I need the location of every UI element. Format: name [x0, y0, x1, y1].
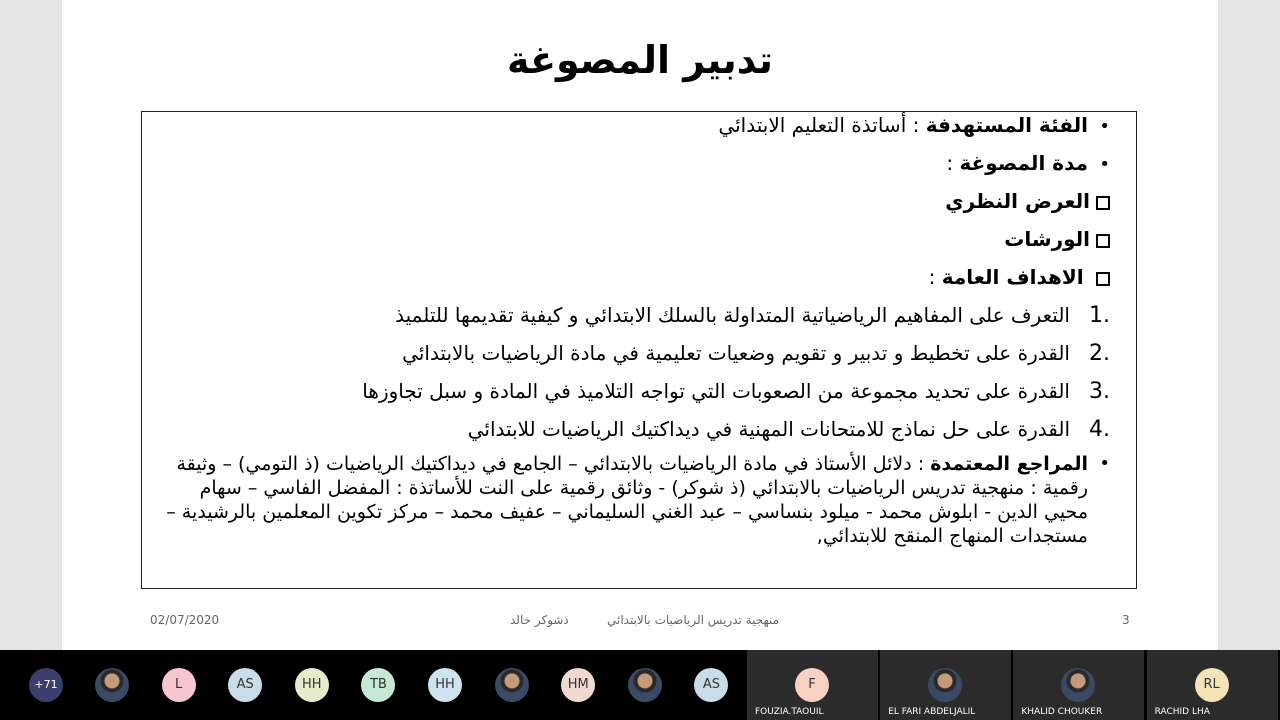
more-participants-button[interactable]: +71	[29, 668, 63, 702]
slide-title: تدبير المصوغة	[507, 38, 773, 82]
checkbox-icon	[1096, 234, 1110, 248]
checkbox-label: الاهداف العامة	[941, 265, 1084, 289]
checkbox-icon	[1096, 196, 1110, 210]
references-label: المراجع المعتمدة	[930, 453, 1088, 475]
participant-avatar[interactable]: AS	[228, 668, 262, 702]
participant-photo-avatar[interactable]	[95, 668, 129, 702]
footer-author: ذشوكر خالد	[510, 613, 569, 627]
bullet-text: :	[946, 151, 960, 175]
goal-item	[162, 376, 1110, 414]
goal-text: القدرة على تحديد مجموعة من الصعوبات التي تواجه التلاميذ في المادة و سبل تجاوزها	[362, 379, 1070, 403]
participant-photo-avatar[interactable]	[628, 668, 662, 702]
participant-avatar: RL	[1195, 668, 1229, 702]
checkbox-item-workshops	[162, 224, 1110, 262]
participant-avatar[interactable]: AS	[694, 668, 728, 702]
bullet-target-group	[162, 112, 1110, 148]
slide-content-box	[141, 111, 1137, 589]
participant-avatar[interactable]: L	[162, 668, 196, 702]
goal-number: .3	[1089, 379, 1110, 404]
participant-name: KHALID CHOUKER	[1021, 707, 1103, 717]
goal-number: .1	[1089, 303, 1110, 328]
bullet-dot-icon: •	[1099, 154, 1110, 175]
goal-text: القدرة على حل نماذج للامتحانات المهنية في ديداكتيك الرياضيات للابتدائي	[467, 417, 1070, 441]
participant-avatar[interactable]: HH	[295, 668, 329, 702]
participant-avatar[interactable]: HH	[428, 668, 462, 702]
bullet-label: مدة المصوغة	[959, 151, 1088, 175]
bullet-text: : أساتذة التعليم الابتدائي	[718, 113, 926, 137]
bullet-label: الفئة المستهدفة	[925, 113, 1088, 137]
participant-avatar[interactable]: TB	[361, 668, 395, 702]
goal-item	[162, 414, 1110, 452]
footer-date: 02/07/2020	[150, 613, 220, 627]
goal-item	[162, 300, 1110, 338]
goal-text: القدرة على تخطيط و تدبير و تقويم وضعيات تعليمية في مادة الرياضيات بالابتدائي	[402, 341, 1070, 365]
participant-avatar[interactable]: HM	[561, 668, 595, 702]
goal-text: التعرف على المفاهيم الرياضياتية المتداولة بالسلك الابتدائي و كيفية تقديمها للتلميذ	[395, 303, 1070, 327]
participant-photo-avatar[interactable]	[495, 668, 529, 702]
references-bullet	[162, 452, 1110, 548]
checkbox-item-goals	[162, 262, 1110, 300]
participant-avatar: F	[795, 668, 829, 702]
checkbox-text: :	[928, 265, 942, 289]
footer-page-number: 3	[1122, 613, 1130, 627]
participant-video-tile[interactable]	[880, 650, 1011, 720]
bullet-dot-icon: •	[1099, 116, 1110, 137]
participant-name: RACHID LHA	[1154, 707, 1210, 717]
checkbox-icon	[1096, 272, 1110, 286]
participant-video-tile[interactable]	[1013, 650, 1144, 720]
participant-avatar	[1061, 668, 1095, 702]
bullet-duration	[162, 148, 1110, 186]
participant-avatar	[928, 668, 962, 702]
checkbox-item-theory	[162, 186, 1110, 224]
checkbox-label: العرض النظري	[945, 189, 1090, 213]
references-text: : دلائل الأستاذ في مادة الرياضيات بالابتدائي – الجامع في ديداكتيك الرياضيات (ذ التومي) – وثيقة رقمية : منهجية تدريس الرياضيات بالابتدائي (ذ شوكر) - وثائق رقمية على النت للأساتذة : المفضل الفاسي – سهام محيي الدين - ابلوش محمد - ميلود بنساسي – عبد الغني السليماني – عفيف محمد – مركز تكوين المعلمين بالرشيدية – مستجدات المنهاج المنقح للابتدائي,	[166, 453, 1088, 547]
goal-number: .4	[1089, 417, 1110, 442]
participant-name: FOUZIA.TAOUIL	[755, 707, 824, 717]
presentation-slide	[62, 0, 1218, 650]
bullet-dot-icon: •	[1099, 453, 1110, 474]
goal-number: .2	[1089, 341, 1110, 366]
participants-tray	[0, 650, 1280, 720]
participant-video-tile[interactable]	[747, 650, 878, 720]
participant-name: EL FARI ABDELJALIL	[888, 707, 976, 717]
footer-course: منهجية تدريس الرياضيات بالابتدائي	[607, 613, 780, 627]
goal-item	[162, 338, 1110, 376]
checkbox-label: الورشات	[1004, 227, 1090, 251]
participant-video-tile[interactable]	[1147, 650, 1278, 720]
